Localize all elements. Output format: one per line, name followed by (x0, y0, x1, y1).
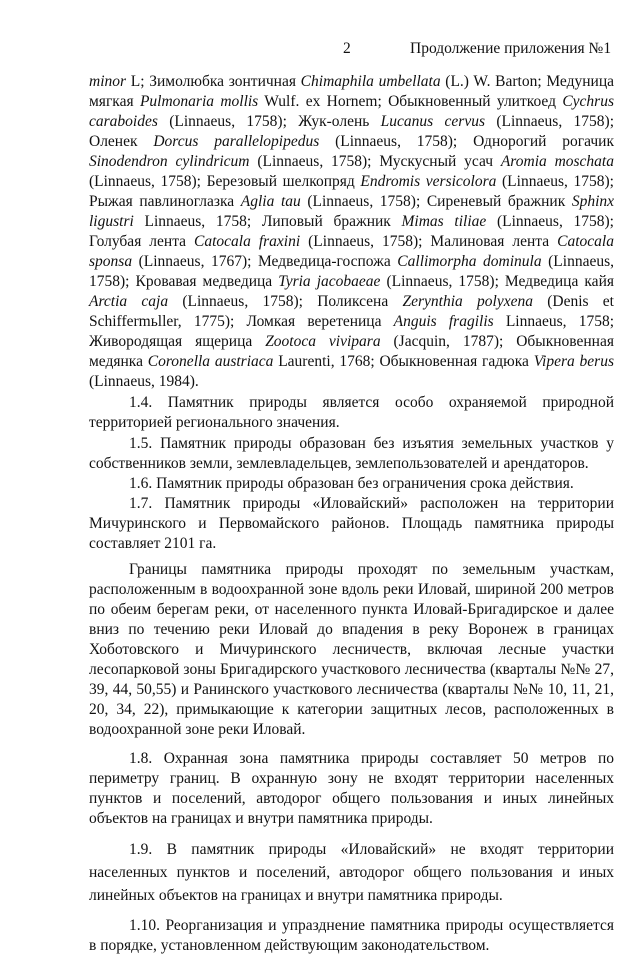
species-list-paragraph: minor L; Зимолюбка зонтичная Chimaphila umbellata (L.) W. Barton; Медуница мягкая Pulmonaria mollis Wulf. ex Hornem; Обыкновенный улиткоед Cychrus caraboides (Linnaeus, 1758); Жук-олень Lucanus cervus (Linnaeus, 1758); Оленек Dorcus parallelopipedus (Linnaeus, 1758); Однорогий рогачик Sinodendron cylindricum (Linnaeus, 1758); Мускусный усач Aromia moschata (Linnaeus, 1758); Березовый шелкопряд Endromis versicolora (Linnaeus, 1758); Рыжая павлиноглазка Aglia tau (Linnaeus, 1758); Сиреневый бражник Sphinx ligustri Linnaeus, 1758; Липовый бражник Mimas tiliae (Linnaeus, 1758); Голубая лента Catocala fraxini (Linnaeus, 1758); Малиновая лента Catocala sponsa (Linnaeus, 1767); Медведица-госпожа Callimorpha dominula (Linnaeus, 1758); Кровавая медведица Tyria jacobaeae (Linnaeus, 1758); Медведица кайя Arctia caja (Linnaeus, 1758); Поликсена Zerynthia polyxena (Denis et Schiffermьller, 1775); Ломкая веретеница Anguis fragilis Linnaeus, 1758; Живородящая ящерица Zootoca vivipara (Jacquin, 1787); Обыкновенная медянка Coronella austriaca Laurenti, 1768; Обыкновенная гадюка Vipera berus (Linnaeus, 1984). (89, 73, 615, 390)
clause-1-4: 1.4. Памятник природы является особо охраняемой природной территорией регионального значения. (89, 394, 614, 431)
document-body (89, 72, 614, 956)
clause-1-5: 1.5. Памятник природы образован без изъятия земельных участков у собственников земли, землевладельцев, землепользователей и арендаторов. (89, 435, 614, 472)
page-header (0, 40, 640, 64)
clause-1-9: 1.9. В памятник природы «Иловайский» не входят территории населенных пунктов и поселений, автодорог общего пользования и иных линейных объектов на границах и внутри памятника природы. (89, 841, 614, 904)
clause-1-6: 1.6. Памятник природы образован без ограничения срока действия. (129, 475, 574, 492)
appendix-continuation-title: Продолжение приложения №1 (410, 40, 612, 57)
clause-1-10: 1.10. Реорганизация и упразднение памятника природы осуществляется в порядке, установленном действующим законодательством. (89, 917, 614, 954)
boundaries-paragraph: Границы памятника природы проходят по земельным участкам, расположенным в водоохранной зоне вдоль реки Иловай, шириной 200 метров по обеим берегам реки, от населенного пункта Иловай-Бригадирское и далее вниз по течению реки Иловай до впадения в реку Воронеж в границах Хоботовского и Мичуринского лесничеств, включая лесные участки лесопарковой зоны Бригадирского участкового лесничества (кварталы №№ 27, 39, 44, 50,55) и Ранинского участкового лесничества (кварталы №№ 10, 11, 21, 20, 34, 22), примыкающие к категории защитных лесов, расположенных в водоохранной зоне реки Иловай. (89, 561, 614, 738)
page-number: 2 (343, 40, 351, 57)
clause-1-7: 1.7. Памятник природы «Иловайский» расположен на территории Мичуринского и Первомайского районов. Площадь памятника природы составляет 2101 га. (89, 495, 614, 552)
clause-1-8: 1.8. Охранная зона памятника природы составляет 50 метров по периметру границ. В охранную зону не входят территории населенных пунктов и поселений, автодорог общего пользования и иных линейных объектов на границах и внутри памятника природы. (89, 750, 614, 827)
